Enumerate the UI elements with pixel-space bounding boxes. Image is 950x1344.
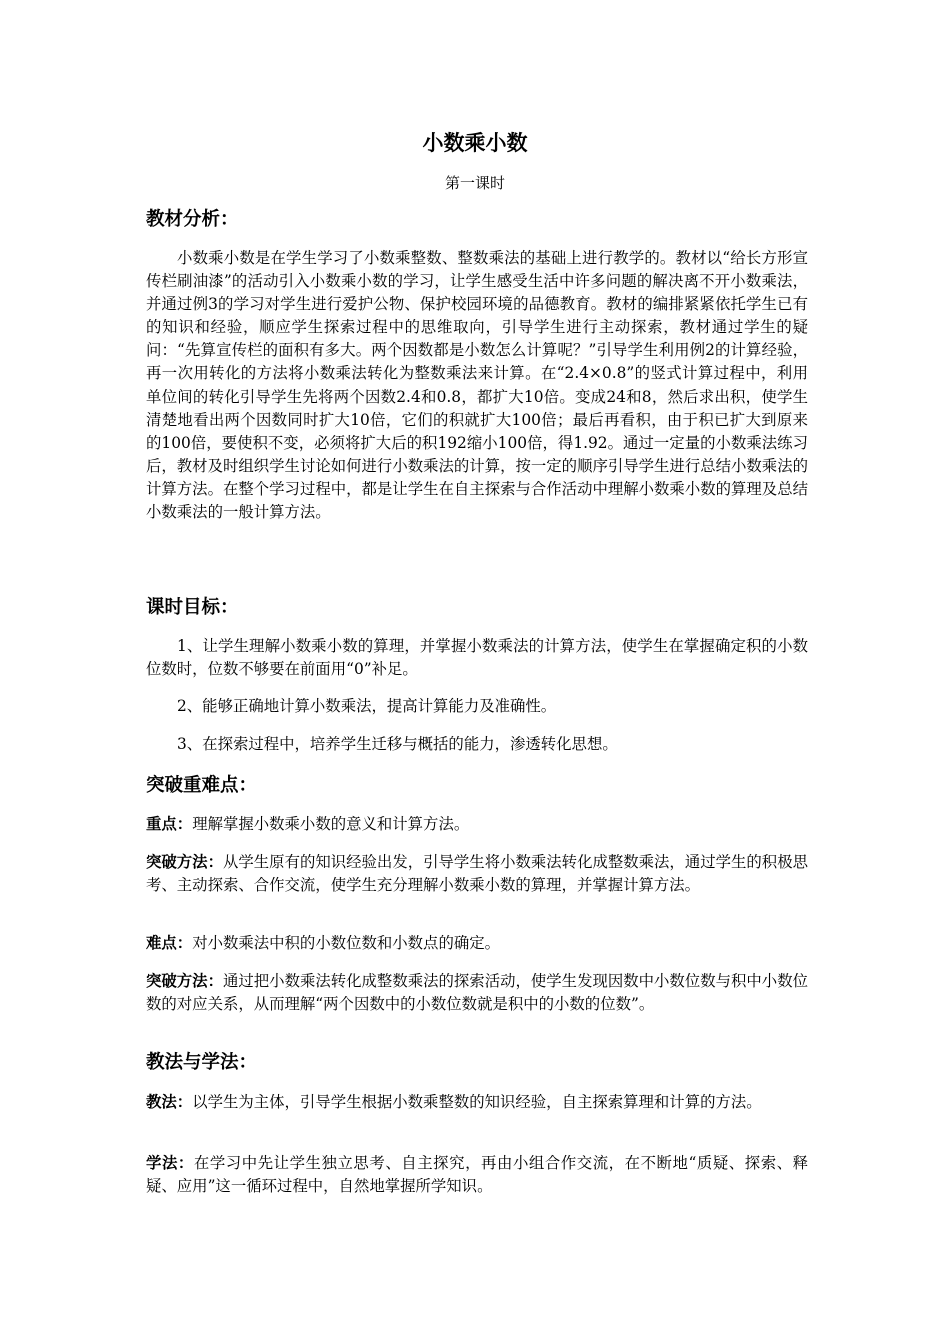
- method-1-text: 从学生原有的知识经验出发，引导学生将小数乘法转化成整数乘法，通过学生的积极思考、主动探索、合作交流，使学生充分理解小数乘小数的算理，并掌握计算方法。: [146, 853, 808, 895]
- breakthrough-method-2: [146, 970, 808, 1016]
- difficult-point-text: 对小数乘法中积的小数位数和小数点的确定。: [192, 934, 501, 952]
- method-1-label: 突破方法：: [146, 853, 223, 871]
- key-point: [146, 813, 808, 836]
- breakthrough-method-1: [146, 851, 808, 897]
- teaching-method-text: 以学生为主体，引导学生根据小数乘整数的知识经验，自主探索算理和计算的方法。: [192, 1093, 762, 1111]
- document-title: 小数乘小数: [422, 131, 528, 155]
- goal-item-3: 3、在探索过程中，培养学生迁移与概括的能力，渗透转化思想。: [177, 735, 618, 753]
- learning-method-text: 在学习中先让学生独立思考、自主探究，再由小组合作交流，在不断地“质疑、探索、释疑、应用”这一循环过程中，自然地掌握所学知识。: [146, 1154, 808, 1196]
- method-2-text: 通过把小数乘法转化成整数乘法的探索活动，使学生发现因数中小数位数与积中小数位数的对应关系，从而理解“两个因数中的小数位数就是积中的小数的位数”。: [146, 972, 808, 1014]
- heading-methods: 教法与学法：: [146, 1052, 258, 1073]
- learning-method: [146, 1152, 808, 1198]
- key-point-text: 理解掌握小数乘小数的意义和计算方法。: [192, 815, 470, 833]
- document-subtitle: 第一课时: [444, 174, 505, 192]
- difficult-point: [146, 932, 808, 955]
- heading-difficulties: 突破重难点：: [146, 775, 258, 796]
- teaching-method: [146, 1091, 808, 1114]
- key-point-label: 重点：: [146, 815, 193, 833]
- teaching-method-label: 教法：: [146, 1093, 193, 1111]
- goal-item-2: 2、能够正确地计算小数乘法，提高计算能力及准确性。: [177, 697, 557, 715]
- heading-analysis: 教材分析：: [146, 209, 239, 230]
- goal-item-1: 1、让学生理解小数乘小数的算理，并掌握小数乘法的计算方法，使学生在掌握确定积的小数位数时，位数不够要在前面用“0”补足。: [146, 637, 808, 679]
- heading-goals: 课时目标：: [146, 597, 239, 618]
- difficult-point-label: 难点：: [146, 934, 193, 952]
- method-2-label: 突破方法：: [146, 972, 223, 990]
- learning-method-label: 学法：: [146, 1154, 194, 1172]
- analysis-paragraph: 小数乘小数是在学生学习了小数乘整数、整数乘法的基础上进行教学的。教材以“给长方形宣传栏刷油漆”的活动引入小数乘小数的学习，让学生感受生活中许多问题的解决离不开小数乘法，并通过例3的学习对学生进行爱护公物、保护校园环境的品德教育。教材的编排紧紧依托学生已有的知识和经验，顺应学生探索过程中的思维取向，引导学生进行主动探索，教材通过学生的疑问：“先算宣传栏的面积有多大。两个因数都是小数怎么计算呢？”引导学生利用例2的计算经验，再一次用转化的方法将小数乘法转化为整数乘法来计算。在“2.4×0.8”的竖式计算过程中，利用单位间的转化引导学生先将两个因数2.4和0.8，都扩大10倍。变成24和8，然后求出积，使学生清楚地看出两个因数同时扩大10倍，它们的积就扩大100倍；最后再看积，由于积已扩大到原来的100倍，要使积不变，必须将扩大后的积192缩小100倍，得1.92。通过一定量的小数乘法练习后，教材及时组织学生讨论如何进行小数乘法的计算，按一定的顺序引导学生进行总结小数乘法的计算方法。在整个学习过程中，都是让学生在自主探索与合作活动中理解小数乘小数的算理及总结小数乘法的一般计算方法。: [146, 249, 808, 522]
